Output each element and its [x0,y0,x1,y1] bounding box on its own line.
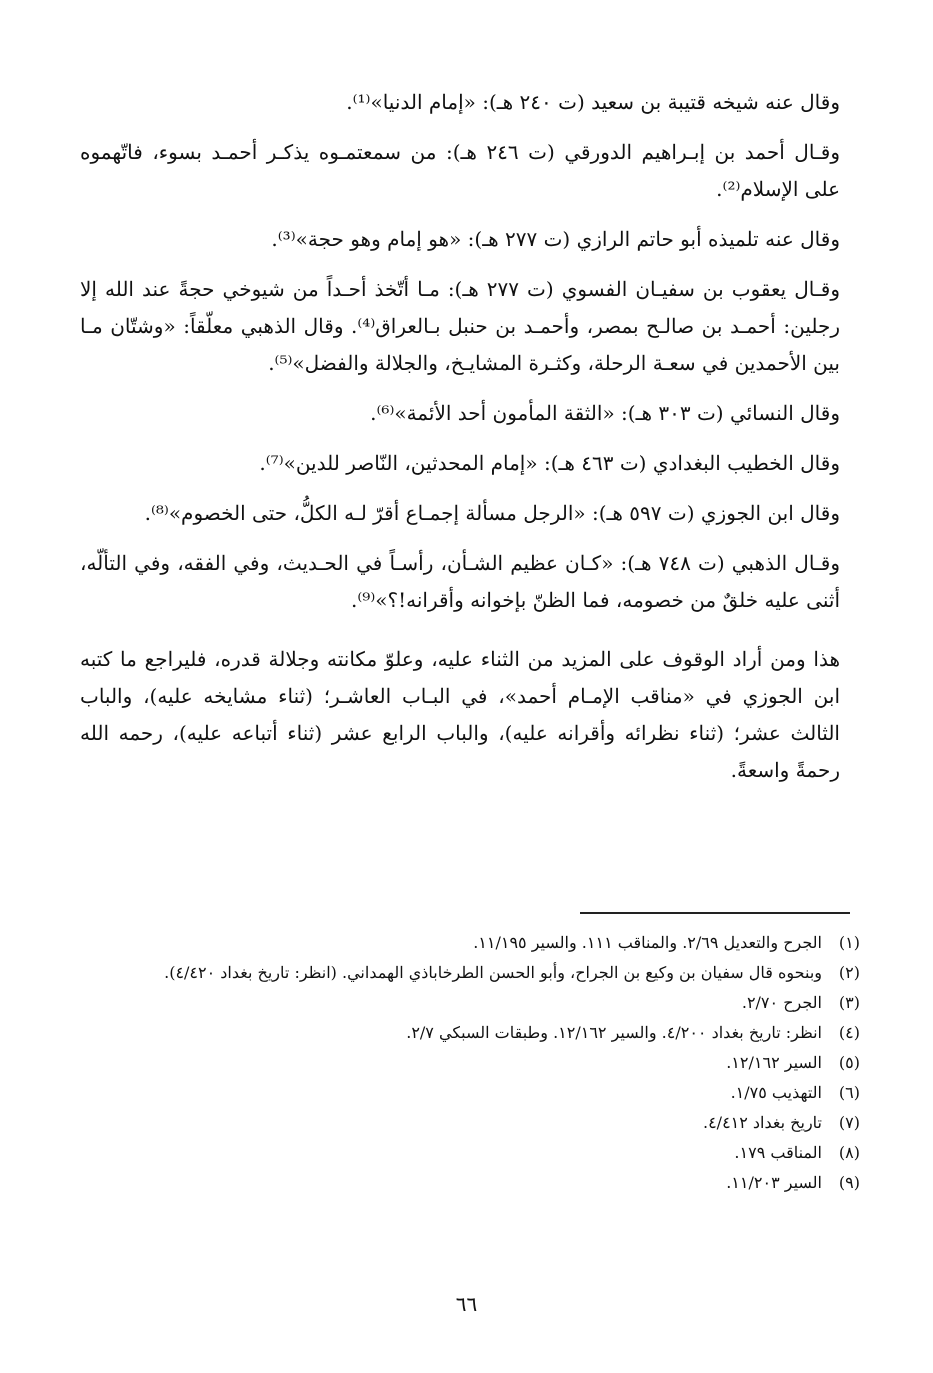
footnote-number: (٦) [838,1083,860,1102]
footnotes [80,928,860,1198]
footnote-text: الجرح والتعديل ٢/٦٩. والمناقب ١١١. والسير ١١/١٩٥. [473,933,822,952]
paragraph-5: وقال النسائي (ت ٣٠٣ هـ): «الثقة المأمون أحد الأئمة»⁽⁶⁾. [370,401,840,425]
footnote-text: التهذيب ١/٧٥. [730,1083,822,1102]
paragraph-9: هذا ومن أراد الوقوف على المزيد من الثناء عليه، وعلوّ مكانته وجلالة قدره، فليراجع ما كتبه ابن الجوزي في «مناقب الإمـام أحمد»، في البـاب العاشـر؛ (ثناء مشايخه عليه)، والباب الثالث عشر؛ (ثناء نظرائه وأقرانه عليه)، والباب الرابع عشر (ثناء أتباعه عليه)، رحمه الله رحمةً واسعةً. [80,647,840,782]
footnote-number: (٧) [838,1113,860,1132]
footnote-2 [80,958,860,988]
footnote-number: (٩) [838,1173,860,1192]
footnote-9 [80,1168,860,1198]
footnote-4 [80,1018,860,1048]
footnote-7 [80,1108,860,1138]
footnote-1 [80,928,860,958]
footnote-5 [80,1048,860,1078]
footnote-number: (١) [838,933,860,952]
paragraph-3: وقال عنه تلميذه أبو حاتم الرازي (ت ٢٧٧ هـ): «هو إمام وهو حجة»⁽³⁾. [271,227,840,251]
footnote-number: (٢) [838,963,860,982]
paragraph-4: وقـال يعقوب بن سفيـان الفسوي (ت ٢٧٧ هـ): مـا أتّخذ أحـداً من شيوخي حجةً عند الله إلا رجلين: أحمـد بن صالـح بمصر، وأحمـد بن حنبل بـالعراق⁽⁴⁾. وقال الذهبي معلّقاً: «وشتّان مـا بين الأحمدين في سعـة الرحلة، وكثـرة المشايـخ، والجلالة والفضل»⁽⁵⁾. [80,277,840,375]
footnote-6 [80,1078,860,1108]
footnote-separator [580,912,850,914]
footnote-number: (٥) [838,1053,860,1072]
paragraph-1: وقال عنه شيخه قتيبة بن سعيد (ت ٢٤٠ هـ): «إمام الدنيا»⁽¹⁾. [346,90,840,114]
footnote-text: انظر: تاريخ بغداد ٤/٢٠٠. والسير ١٢/١٦٢. وطبقات السبكي ٢/٧. [406,1023,822,1042]
main-text [80,84,840,802]
footnote-text: السير ١٢/١٦٢. [726,1053,822,1072]
footnote-text: المناقب ١٧٩. [734,1143,822,1162]
page-number: ٦٦ [455,1292,478,1316]
footnote-number: (٨) [838,1143,860,1162]
footnote-number: (٣) [838,993,860,1012]
footnote-text: وبنحوه قال سفيان بن وكيع بن الجراح، وأبو الحسن الطرخاباذي الهمداني. (انظر: تاريخ بغداد ٤/٤٢٠). [164,963,822,982]
footnote-8 [80,1138,860,1168]
paragraph-7: وقال ابن الجوزي (ت ٥٩٧ هـ): «الرجل مسألة إجمـاع أقرّ لـه الكلُّ، حتى الخصوم»⁽⁸⁾. [144,501,840,525]
footnote-text: الجرح ٢/٧٠. [741,993,822,1012]
paragraph-6: وقال الخطيب البغدادي (ت ٤٦٣ هـ): «إمام المحدثين، النّاصر للدين»⁽⁷⁾. [259,451,840,475]
footnote-3 [80,988,860,1018]
footnote-text: السير ١١/٢٠٣. [726,1173,822,1192]
footnote-number: (٤) [838,1023,860,1042]
footnote-text: تاريخ بغداد ٤/٤١٢. [702,1113,822,1132]
paragraph-2: وقـال أحمد بن إبـراهيم الدورقي (ت ٢٤٦ هـ): من سمعتمـوه يذكـر أحمـد بسوء، فاتّهموه على الإسلام⁽²⁾. [80,140,840,201]
paragraph-8: وقـال الذهبي (ت ٧٤٨ هـ): «كـان عظيم الشـأن، رأسـاً في الحـديث، وفي الفقه، وفي التألّه، أثنى عليه خلقٌ من خصومه، فما الظنّ بإخوانه وأقرانه!؟»⁽⁹⁾. [80,551,840,612]
